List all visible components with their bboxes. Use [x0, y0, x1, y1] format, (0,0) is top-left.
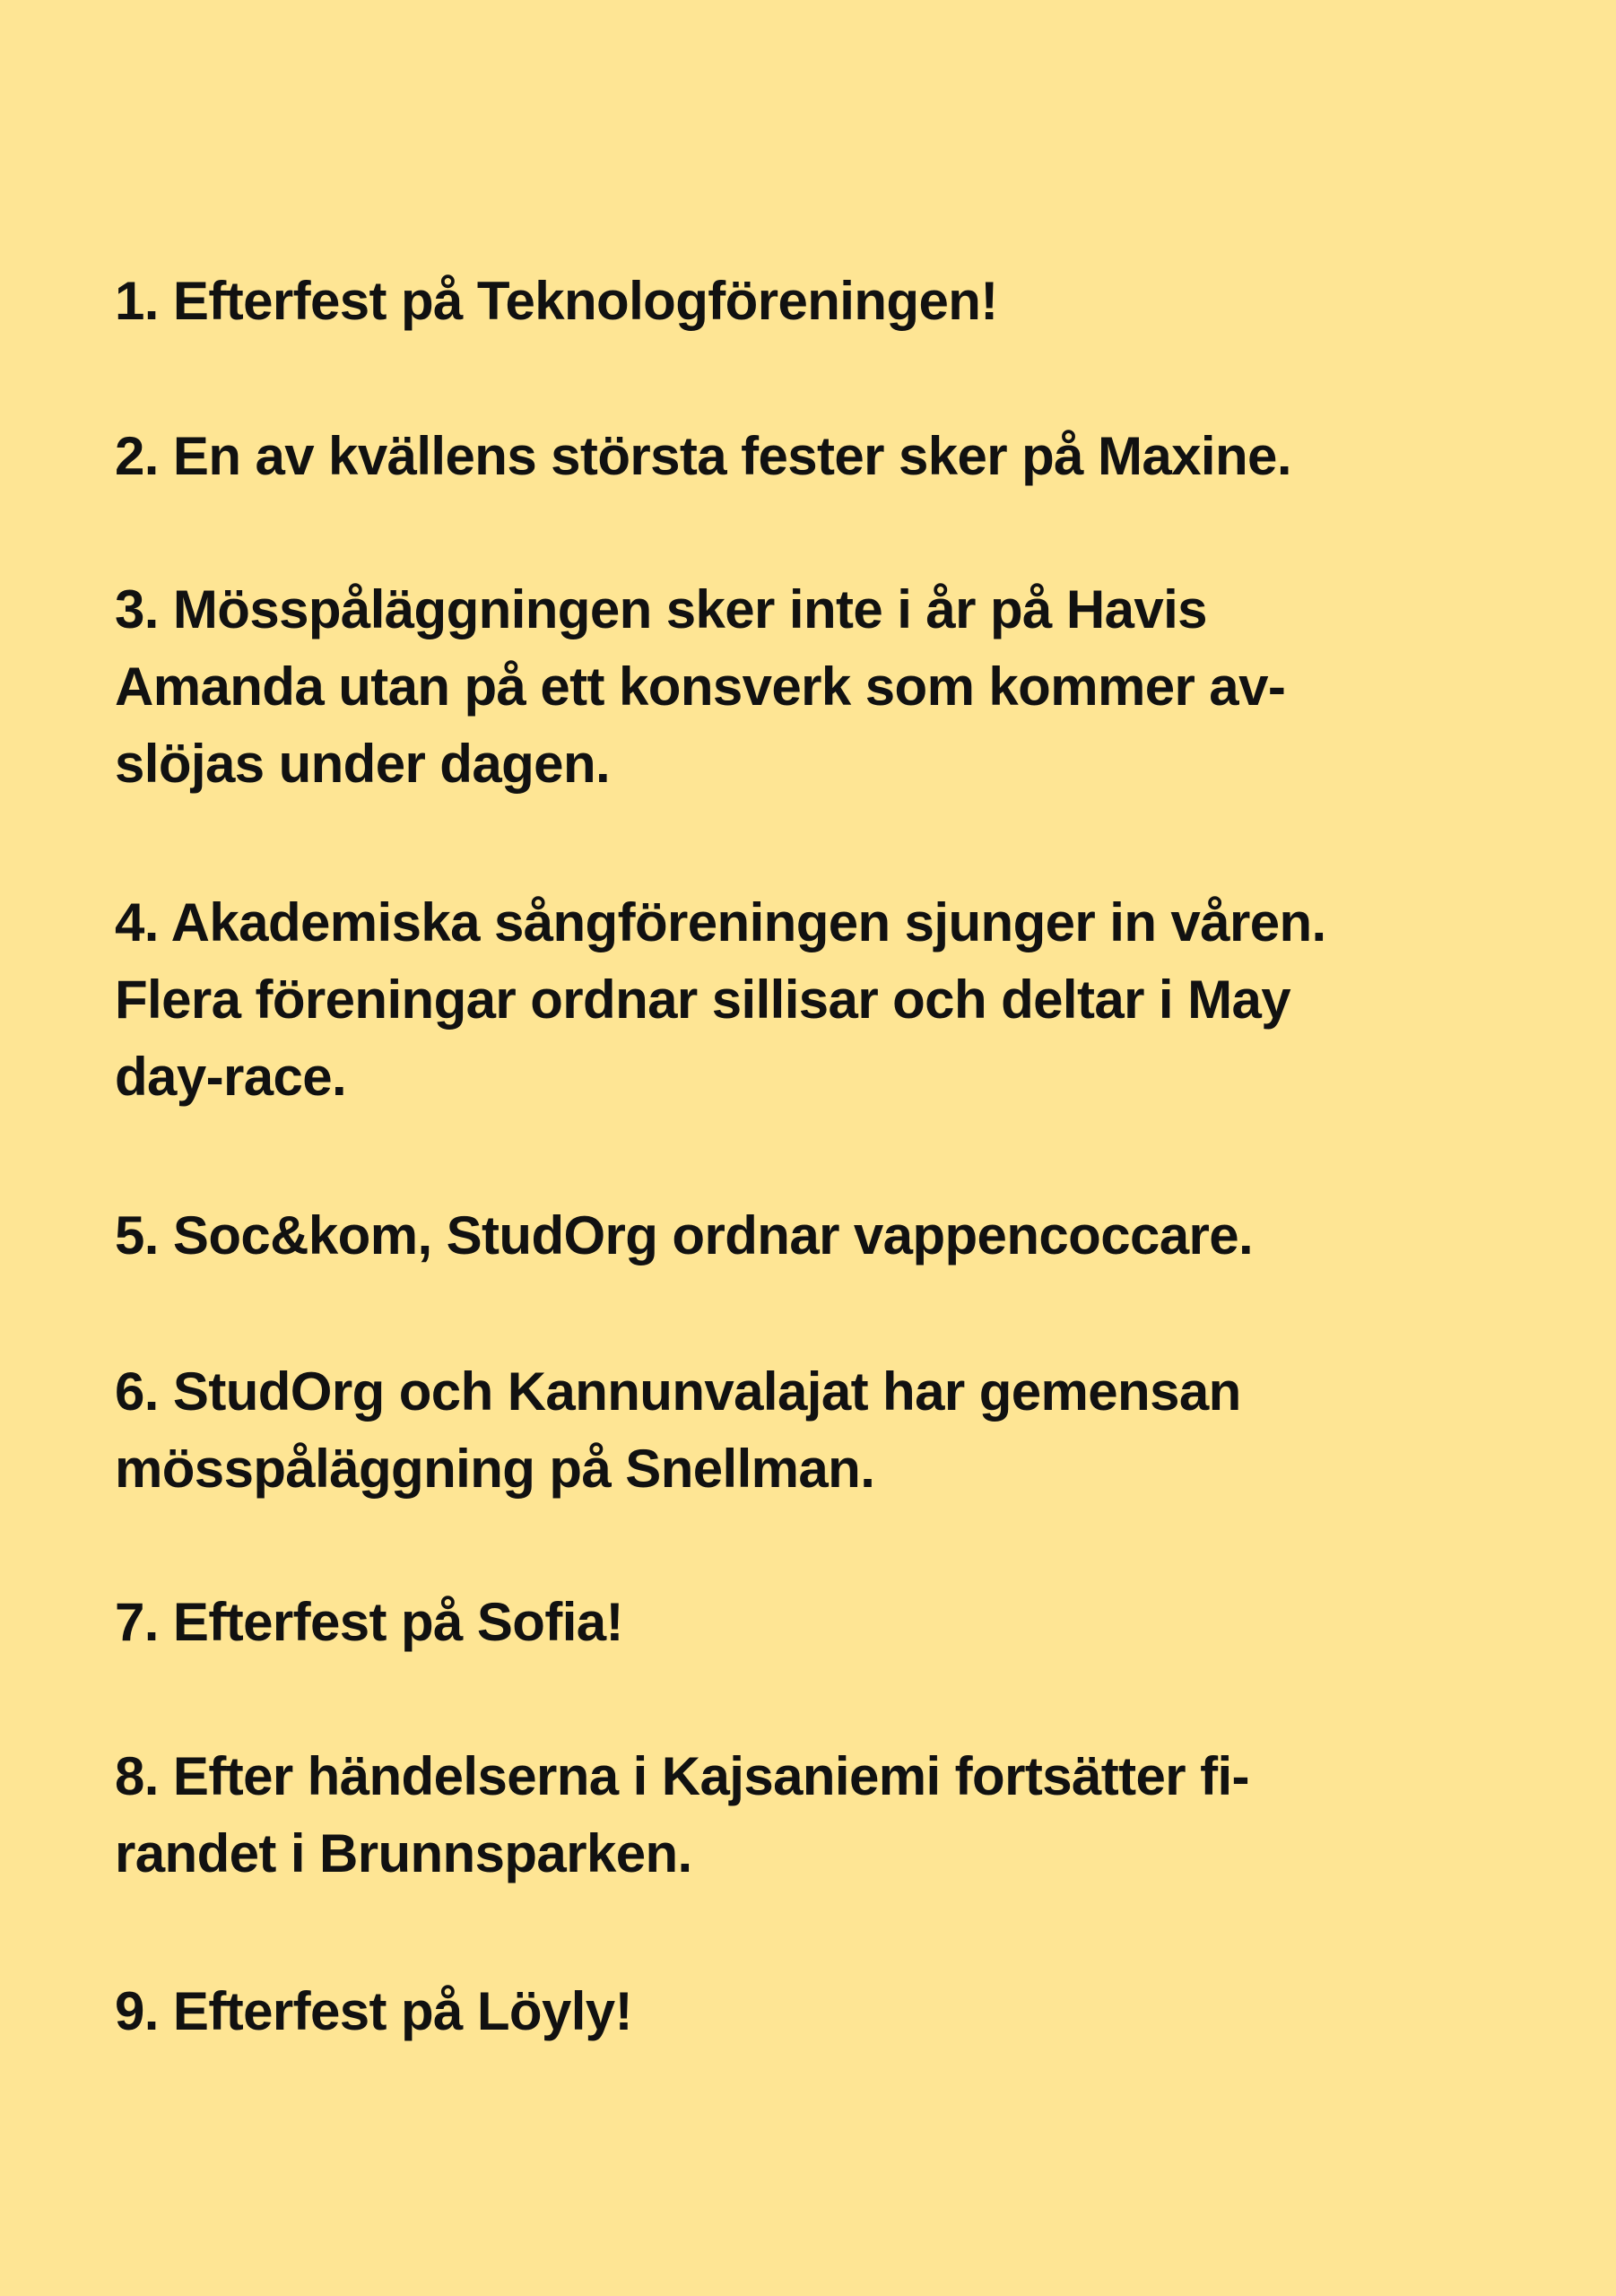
- list-item-line: Amanda utan på ett konsverk som kommer av-: [115, 657, 1286, 717]
- list-item: [115, 263, 1514, 340]
- list-item-line: slöjas under dagen.: [115, 734, 611, 794]
- list-item-line: 9. Efterfest på Löyly!: [115, 1981, 632, 2041]
- list-item: [115, 1197, 1514, 1274]
- list-item: [115, 884, 1514, 1116]
- list-item-line: mösspåläggning på Snellman.: [115, 1439, 875, 1499]
- list-item-line: 8. Efter händelserna i Kajsaniemi fortsätter fi-: [115, 1746, 1249, 1806]
- list-item-line: 6. StudOrg och Kannunvalajat har gemensan: [115, 1361, 1241, 1422]
- list-item: [115, 1584, 1514, 1661]
- list-item-line: 5. Soc&kom, StudOrg ordnar vappencoccare.: [115, 1205, 1254, 1265]
- list-item: [115, 1353, 1514, 1508]
- list-item-line: 3. Mösspåläggningen sker inte i år på Havis: [115, 579, 1207, 639]
- list-item-line: Flera föreningar ordnar sillisar och deltar i May: [115, 970, 1290, 1030]
- list-item-line: 1. Efterfest på Teknologföreningen!: [115, 271, 998, 331]
- list-item: [115, 1738, 1514, 1892]
- list-item-line: 2. En av kvällens största fester sker på Maxine.: [115, 426, 1291, 486]
- list-item-line: 7. Efterfest på Sofia!: [115, 1592, 623, 1652]
- list-item: [115, 571, 1514, 803]
- list-item-line: 4. Akademiska sångföreningen sjunger in våren.: [115, 892, 1326, 952]
- list-item: [115, 1973, 1514, 2050]
- list-item: [115, 418, 1514, 495]
- list-item-line: randet i Brunnsparken.: [115, 1823, 692, 1883]
- list-item-line: day-race.: [115, 1047, 347, 1107]
